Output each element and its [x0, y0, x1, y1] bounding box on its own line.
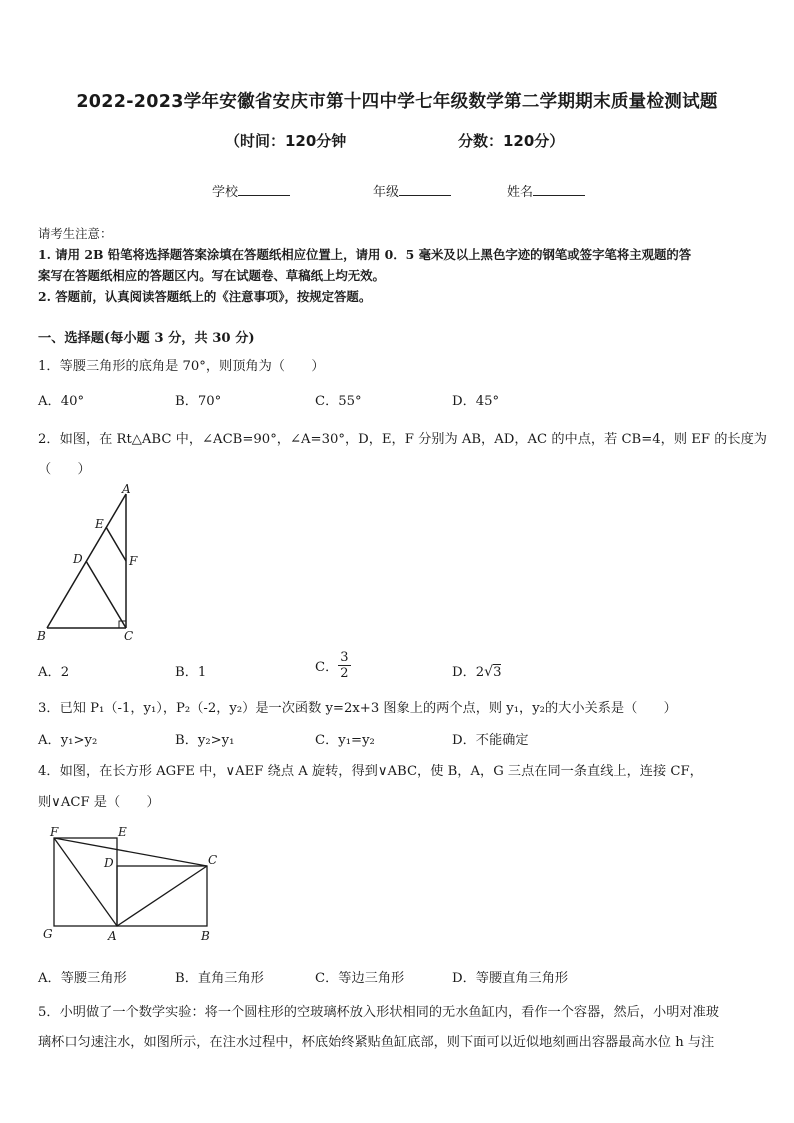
section-heading: 一、选择题(每小题 3 分，共 30 分) — [38, 331, 255, 346]
q3-option-a: A．y₁>y₂ — [38, 733, 98, 748]
q2-line-ef — [106, 527, 126, 561]
q4-option-b: B．直角三角形 — [175, 971, 264, 986]
q4-option-a: A．等腰三角形 — [38, 971, 127, 986]
q2-option-d — [452, 661, 501, 680]
q2-option-c — [315, 650, 351, 681]
q2-option-c-denominator: 2 — [340, 666, 349, 681]
q4-label-e: E — [118, 825, 127, 839]
q2-option-c-fraction — [338, 650, 350, 681]
name-blank — [533, 183, 585, 196]
q1-option-c: C．55° — [315, 394, 362, 409]
notice-line-2: 2. 答题前，认真阅读答题纸上的《注意事项》，按规定答题。 — [38, 289, 372, 304]
q4-rectangle-figure — [38, 822, 228, 947]
q2-triangle-figure — [30, 480, 150, 645]
q4-label-c: C — [208, 853, 218, 867]
school-field — [212, 181, 290, 200]
q4-stem: 4．如图，在长方形 AGFE 中，∨AEF 绕点 A 旋转，得到∨ABC，使 B，A，G 三点在同一条直线上，连接 CF， — [38, 764, 703, 779]
q2-option-c-numerator: 3 — [340, 650, 349, 665]
q5-line-2: 璃杯口匀速注水，如图所示，在注水过程中，杯底始终紧贴鱼缸底部，则下面可以近似地刻画出容器最高水位 h 与注 — [38, 1035, 715, 1050]
q2-stem: 2．如图，在 Rt△ABC 中，∠ACB=90°，∠A=30°，D，E，F 分别为 AB，AD，AC 的中点，若 CB=4，则 EF 的长度为 — [38, 432, 767, 447]
q4-label-a: A — [108, 929, 117, 943]
q2-label-d: D — [73, 552, 83, 566]
notice-line-1b: 案写在答题纸相应的答题区内。写在试题卷、草稿纸上均无效。 — [38, 268, 385, 283]
q4-option-d: D．等腰直角三角形 — [452, 971, 569, 986]
q4-line-fa — [54, 838, 117, 926]
q4-label-f: F — [50, 825, 59, 839]
q3-option-b: B．y₂>y₁ — [175, 733, 235, 748]
q2-line-dc — [86, 561, 126, 628]
exam-score: 分数：120分） — [458, 132, 565, 150]
q2-label-e: E — [95, 517, 104, 531]
q3-option-c: C．y₁=y₂ — [315, 733, 375, 748]
sqrt-icon: √ — [484, 664, 494, 680]
q2-label-b: B — [37, 629, 46, 643]
q1-option-a: A．40° — [38, 394, 85, 409]
q2-option-d-radicand: 3 — [493, 665, 502, 680]
q2-option-c-prefix: C． — [315, 660, 339, 675]
q2-label-a: A — [122, 482, 131, 496]
q4-line-fc — [54, 838, 207, 866]
name-label: 姓名 — [507, 185, 534, 200]
q2-label-f: F — [129, 554, 138, 568]
q1-option-b: B．70° — [175, 394, 222, 409]
q5-line-1: 5．小明做了一个数学实验：将一个圆柱形的空玻璃杯放入形状相同的无水鱼缸内，看作一个容器，然后，小明对准玻 — [38, 1005, 719, 1020]
q1-stem: 1．等腰三角形的底角是 70°，则顶角为（ ） — [38, 359, 325, 374]
q4-label-g: G — [43, 927, 53, 941]
q4-label-d: D — [104, 856, 114, 870]
grade-field — [373, 181, 451, 200]
q2-option-b: B．1 — [175, 665, 207, 680]
grade-blank — [399, 183, 451, 196]
q2-stem-2: （ ） — [38, 462, 91, 477]
notice-heading: 请考生注意： — [38, 226, 113, 241]
q2-label-c: C — [124, 629, 134, 643]
q4-label-b: B — [201, 929, 210, 943]
q2-option-a: A．2 — [38, 665, 70, 680]
q4-line-ac — [117, 866, 207, 926]
q2-option-d-prefix: D．2 — [452, 665, 485, 680]
exam-title: 2022-2023学年安徽省安庆市第十四中学七年级数学第二学期期末质量检测试题 — [76, 92, 718, 112]
q3-stem: 3．已知 P₁（-1，y₁），P₂（-2，y₂）是一次函数 y=2x+3 图象上的两个点，则 y₁，y₂的大小关系是（ ） — [38, 701, 677, 716]
q1-option-d: D．45° — [452, 394, 500, 409]
name-field — [507, 181, 585, 200]
school-label: 学校 — [212, 185, 239, 200]
notice-line-1: 1. 请用 2B 铅笔将选择题答案涂填在答题纸相应位置上，请用 0．5 毫米及以上黑色字迹的钢笔或签字笔将主观题的答 — [38, 247, 692, 262]
grade-label: 年级 — [373, 185, 400, 200]
exam-time: （时间：120分钟 — [225, 132, 347, 150]
q4-stem-2: 则∨ACF 是（ ） — [38, 795, 160, 810]
school-blank — [238, 183, 290, 196]
q3-option-d: D．不能确定 — [452, 733, 529, 748]
q4-option-c: C．等边三角形 — [315, 971, 405, 986]
